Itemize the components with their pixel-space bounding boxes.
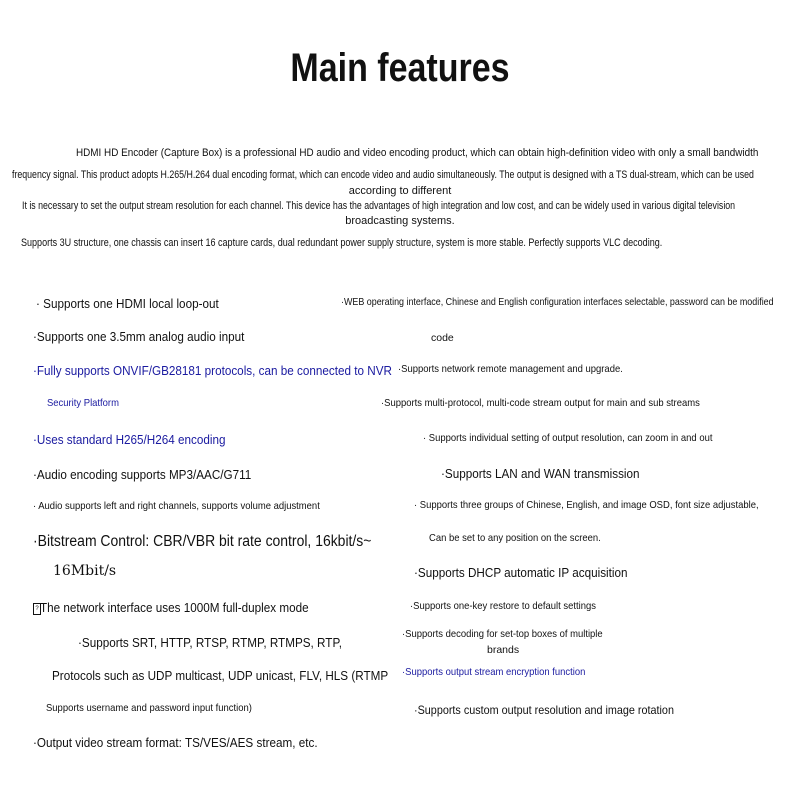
right-feature-lan-wan: ·Supports LAN and WAN transmission — [441, 466, 640, 481]
right-feature-resolution: · Supports individual setting of output resolution, can zoom in and out — [423, 432, 713, 444]
left-feature-audio-channels: · Audio supports left and right channels, supports volume adjustment — [33, 500, 320, 512]
left-feature-bitrate-max: 16Mbit/s — [53, 563, 117, 579]
left-feature-network: The network interface uses 1000M full-duplex mode — [40, 600, 309, 615]
intro-line-5: broadcasting systems. — [345, 215, 455, 227]
right-feature-web-ui-cont: code — [431, 332, 454, 344]
left-feature-auth: Supports username and password input function) — [46, 702, 252, 714]
left-feature-encoding: ·Uses standard H265/H264 encoding — [33, 432, 226, 447]
left-feature-onvif: ·Fully supports ONVIF/GB28181 protocols, can be connected to NVR — [33, 363, 392, 378]
intro-line-1: HDMI HD Encoder (Capture Box) is a professional HD audio and video encoding product, which can obtain high-definition video with only a small bandwidth — [76, 147, 759, 159]
right-feature-remote-mgmt: ·Supports network remote management and upgrade. — [398, 363, 623, 375]
page-title: Main features — [290, 46, 510, 90]
left-feature-bitstream: ·Bitstream Control: CBR/VBR bit rate control, 16kbit/s~ — [33, 533, 372, 550]
left-feature-audio-encoding: ·Audio encoding supports MP3/AAC/G711 — [33, 467, 252, 482]
intro-line-2: frequency signal. This product adopts H.265/H.264 dual encoding format, which can encode video and audio simultaneously. The output is designed with a TS dual-stream, which can be used — [12, 169, 754, 181]
right-feature-dhcp: ·Supports DHCP automatic IP acquisition — [414, 565, 628, 580]
left-feature-protocols: ·Supports SRT, HTTP, RTSP, RTMP, RTMPS, RTP, — [78, 635, 342, 650]
right-feature-web-ui: ·WEB operating interface, Chinese and English configuration interfaces selectable, password can be modified — [341, 296, 774, 308]
left-feature-audio-input: ·Supports one 3.5mm analog audio input — [33, 329, 245, 344]
right-feature-stb-decoding: ·Supports decoding for set-top boxes of multiple — [402, 628, 603, 640]
right-feature-encryption: ·Supports output stream encryption function — [402, 666, 586, 678]
right-feature-multi-stream: ·Supports multi-protocol, multi-code stream output for main and sub streams — [381, 397, 700, 409]
left-feature-hdmi-loop: · Supports one HDMI local loop-out — [36, 296, 219, 311]
intro-line-3: according to different — [348, 185, 452, 197]
right-feature-custom-output: ·Supports custom output resolution and image rotation — [414, 703, 674, 717]
left-feature-security-platform: Security Platform — [47, 397, 119, 409]
missing-glyph-icon: ? — [33, 603, 41, 615]
right-feature-stb-decoding-cont: brands — [487, 644, 520, 656]
left-feature-output-format: ·Output video stream format: TS/VES/AES stream, etc. — [33, 735, 318, 750]
right-feature-osd-cont: Can be set to any position on the screen. — [429, 532, 601, 544]
left-feature-protocols-cont: Protocols such as UDP multicast, UDP unicast, FLV, HLS (RTMP — [52, 668, 389, 683]
right-feature-osd: · Supports three groups of Chinese, English, and image OSD, font size adjustable, — [414, 499, 759, 511]
intro-line-6: Supports 3U structure, one chassis can insert 16 capture cards, dual redundant power supply structure, system is more stable. Perfectly supports VLC decoding. — [21, 237, 663, 249]
right-feature-restore: ·Supports one-key restore to default settings — [410, 600, 596, 612]
intro-line-4: It is necessary to set the output stream resolution for each channel. This device has the advantages of high integration and low cost, and can be widely used in various digital television — [22, 200, 736, 212]
